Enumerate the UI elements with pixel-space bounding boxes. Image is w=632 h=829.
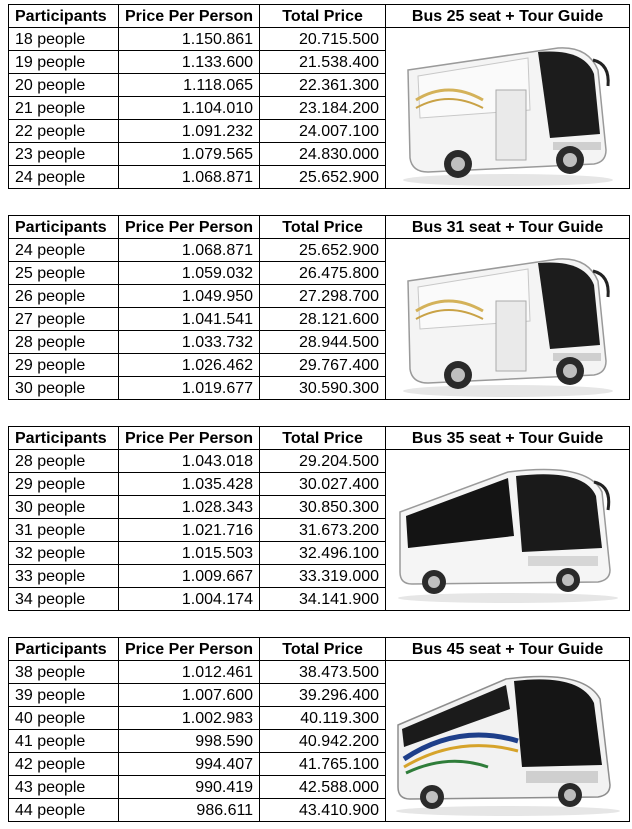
price-cell: 1.012.461 xyxy=(119,661,260,684)
total-cell: 24.007.100 xyxy=(260,120,386,143)
total-cell: 40.119.300 xyxy=(260,707,386,730)
participants-cell: 29 people xyxy=(9,354,119,377)
price-cell: 1.079.565 xyxy=(119,143,260,166)
price-cell: 1.028.343 xyxy=(119,496,260,519)
participants-cell: 25 people xyxy=(9,262,119,285)
header-total-price: Total Price xyxy=(260,216,386,239)
price-cell: 1.133.600 xyxy=(119,51,260,74)
price-cell: 1.004.174 xyxy=(119,588,260,611)
total-cell: 33.319.000 xyxy=(260,565,386,588)
participants-cell: 39 people xyxy=(9,684,119,707)
participants-cell: 20 people xyxy=(9,74,119,97)
total-cell: 22.361.300 xyxy=(260,74,386,97)
participants-cell: 19 people xyxy=(9,51,119,74)
participants-cell: 33 people xyxy=(9,565,119,588)
table-header-row xyxy=(9,638,630,661)
total-cell: 23.184.200 xyxy=(260,97,386,120)
total-cell: 28.121.600 xyxy=(260,308,386,331)
participants-cell: 18 people xyxy=(9,28,119,51)
price-cell: 1.068.871 xyxy=(119,239,260,262)
total-cell: 28.944.500 xyxy=(260,331,386,354)
header-price-per-person: Price Per Person xyxy=(119,5,260,28)
total-cell: 29.767.400 xyxy=(260,354,386,377)
total-cell: 43.410.900 xyxy=(260,799,386,822)
horizon-coach-image xyxy=(388,663,628,821)
price-cell: 994.407 xyxy=(119,753,260,776)
price-cell: 1.035.428 xyxy=(119,473,260,496)
price-cell: 1.118.065 xyxy=(119,74,260,97)
total-cell: 25.652.900 xyxy=(260,239,386,262)
table-header-row xyxy=(9,5,630,28)
header-total-price: Total Price xyxy=(260,638,386,661)
total-cell: 25.652.900 xyxy=(260,166,386,189)
total-cell: 32.496.100 xyxy=(260,542,386,565)
total-cell: 27.298.700 xyxy=(260,285,386,308)
header-participants: Participants xyxy=(9,638,119,661)
header-price-per-person: Price Per Person xyxy=(119,427,260,450)
header-price-per-person: Price Per Person xyxy=(119,638,260,661)
participants-cell: 30 people xyxy=(9,377,119,400)
total-cell: 21.538.400 xyxy=(260,51,386,74)
bus-title: Bus 31 seat + Tour Guide xyxy=(386,216,630,239)
participants-cell: 21 people xyxy=(9,97,119,120)
participants-cell: 40 people xyxy=(9,707,119,730)
participants-cell: 28 people xyxy=(9,450,119,473)
price-cell: 1.009.667 xyxy=(119,565,260,588)
price-cell: 1.026.462 xyxy=(119,354,260,377)
price-cell: 998.590 xyxy=(119,730,260,753)
price-cell: 990.419 xyxy=(119,776,260,799)
total-cell: 31.673.200 xyxy=(260,519,386,542)
price-cell: 1.021.716 xyxy=(119,519,260,542)
total-cell: 30.590.300 xyxy=(260,377,386,400)
total-cell: 30.027.400 xyxy=(260,473,386,496)
participants-cell: 29 people xyxy=(9,473,119,496)
table-header-row xyxy=(9,216,630,239)
participants-cell: 23 people xyxy=(9,143,119,166)
participants-cell: 27 people xyxy=(9,308,119,331)
total-cell: 42.588.000 xyxy=(260,776,386,799)
black-windshield-coach-image xyxy=(388,452,628,610)
bus-title: Bus 25 seat + Tour Guide xyxy=(386,5,630,28)
participants-cell: 42 people xyxy=(9,753,119,776)
price-cell: 1.015.503 xyxy=(119,542,260,565)
participants-cell: 32 people xyxy=(9,542,119,565)
participants-cell: 30 people xyxy=(9,496,119,519)
price-cell: 1.007.600 xyxy=(119,684,260,707)
total-cell: 34.141.900 xyxy=(260,588,386,611)
participants-cell: 44 people xyxy=(9,799,119,822)
total-cell: 24.830.000 xyxy=(260,143,386,166)
total-cell: 39.296.400 xyxy=(260,684,386,707)
participants-cell: 26 people xyxy=(9,285,119,308)
header-price-per-person: Price Per Person xyxy=(119,216,260,239)
header-total-price: Total Price xyxy=(260,5,386,28)
price-cell: 1.002.983 xyxy=(119,707,260,730)
bus-title: Bus 45 seat + Tour Guide xyxy=(386,638,630,661)
participants-cell: 31 people xyxy=(9,519,119,542)
total-cell: 29.204.500 xyxy=(260,450,386,473)
price-cell: 1.059.032 xyxy=(119,262,260,285)
header-participants: Participants xyxy=(9,216,119,239)
price-cell: 1.104.010 xyxy=(119,97,260,120)
participants-cell: 43 people xyxy=(9,776,119,799)
price-cell: 1.033.732 xyxy=(119,331,260,354)
participants-cell: 24 people xyxy=(9,166,119,189)
header-participants: Participants xyxy=(9,5,119,28)
price-cell: 1.019.677 xyxy=(119,377,260,400)
participants-cell: 28 people xyxy=(9,331,119,354)
price-cell: 1.150.861 xyxy=(119,28,260,51)
header-total-price: Total Price xyxy=(260,427,386,450)
total-cell: 41.765.100 xyxy=(260,753,386,776)
price-cell: 1.068.871 xyxy=(119,166,260,189)
total-cell: 30.850.300 xyxy=(260,496,386,519)
price-cell: 1.043.018 xyxy=(119,450,260,473)
price-cell: 1.049.950 xyxy=(119,285,260,308)
price-cell: 1.041.541 xyxy=(119,308,260,331)
price-cell: 986.611 xyxy=(119,799,260,822)
price-cell: 1.091.232 xyxy=(119,120,260,143)
table-header-row xyxy=(9,427,630,450)
total-cell: 40.942.200 xyxy=(260,730,386,753)
participants-cell: 38 people xyxy=(9,661,119,684)
white-bus-image xyxy=(388,30,628,188)
bus-title: Bus 35 seat + Tour Guide xyxy=(386,427,630,450)
total-cell: 38.473.500 xyxy=(260,661,386,684)
participants-cell: 24 people xyxy=(9,239,119,262)
white-bus-image xyxy=(388,241,628,399)
total-cell: 26.475.800 xyxy=(260,262,386,285)
participants-cell: 41 people xyxy=(9,730,119,753)
header-participants: Participants xyxy=(9,427,119,450)
total-cell: 20.715.500 xyxy=(260,28,386,51)
participants-cell: 34 people xyxy=(9,588,119,611)
participants-cell: 22 people xyxy=(9,120,119,143)
